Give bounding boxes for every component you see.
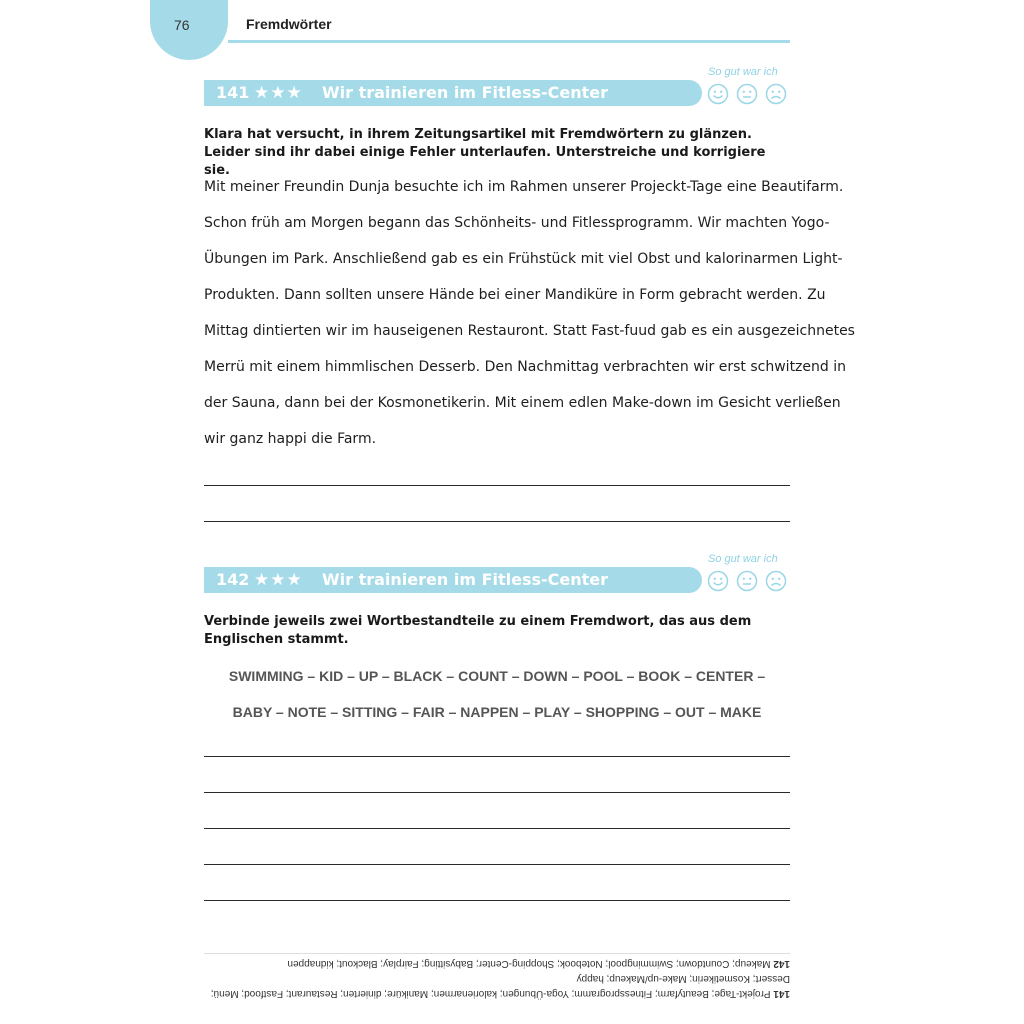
self-rating-142: [707, 570, 787, 592]
answer-writing-line[interactable]: [204, 792, 790, 793]
task-142-header: [204, 567, 702, 593]
answer-writing-line[interactable]: [204, 485, 790, 486]
answer-text: Makeup; Countdown; Swimmingpool; Notebook; Shopping-Center; Babysitting; Fairplay; Blackout; kidnappen: [287, 958, 771, 969]
answer-number: 141: [773, 988, 790, 999]
answer-writing-line[interactable]: [204, 900, 790, 901]
word-parts-row: SWIMMING – KID – UP – BLACK – COUNT – DOWN – POOL – BOOK – CENTER –: [228, 668, 766, 684]
rating-label-142: So gut war ich: [708, 553, 778, 565]
header-rule: [228, 40, 790, 43]
task-141-instruction: Klara hat versucht, in ihrem Zeitungsartikel mit Fremdwörtern zu glänzen. Leider sind ihr dabei einige Fehler unterlaufen. Unterstreiche und korrigiere sie.: [204, 127, 766, 178]
task-142-instruction: Verbinde jeweils zwei Wortbestandteile zu einem Fremdwort, das aus dem Englischen stammt.: [204, 614, 752, 647]
neutral-smiley-icon[interactable]: [736, 83, 758, 105]
answers-divider: [204, 953, 790, 954]
word-parts-row: BABY – NOTE – SITTING – FAIR – NAPPEN – PLAY – SHOPPING – OUT – MAKE: [232, 704, 762, 720]
text-line: Mittag dintierten wir im hauseigenen Restauront. Statt Fast-fuud gab es ein ausgezeichnetes: [204, 323, 855, 339]
difficulty-stars: ★★★: [254, 83, 303, 103]
task-number: 141: [216, 83, 250, 102]
text-line: wir ganz happi die Farm.: [204, 431, 377, 447]
happy-smiley-icon[interactable]: [707, 83, 729, 105]
page-number: 76: [174, 17, 190, 33]
happy-smiley-icon[interactable]: [707, 570, 729, 592]
answer-141: [204, 971, 790, 1001]
answer-writing-line[interactable]: [204, 864, 790, 865]
text-line: Schon früh am Morgen begann das Schönheits- und Fitlessprogramm. Wir machten Yogo-: [204, 215, 830, 231]
answer-writing-line[interactable]: [204, 521, 790, 522]
text-line: der Sauna, dann bei der Kosmonetikerin. Mit einem edlen Make-down im Gesicht verließen: [204, 395, 841, 411]
difficulty-stars: ★★★: [254, 570, 303, 590]
self-rating-141: [707, 83, 787, 105]
task-title: Wir trainieren im Fitless-Center: [322, 83, 609, 102]
answer-writing-line[interactable]: [204, 828, 790, 829]
text-line: Mit meiner Freundin Dunja besuchte ich im Rahmen unserer Projeckt-Tage eine Beautifarm.: [204, 179, 844, 195]
task-title: Wir trainieren im Fitless-Center: [322, 570, 609, 589]
answer-text: Projekt-Tage; Beautyfarm; Fitnessprogramm; Yoga-Übungen; kalorienarmen; Maniküre; dinierten; Restaurant; Fastfood; Menü; Dessert; Kosmetikerin; Make-up/Makeup; happy: [210, 973, 790, 999]
neutral-smiley-icon[interactable]: [736, 570, 758, 592]
answer-key: [204, 956, 790, 1001]
answer-number: 142: [773, 958, 790, 969]
task-141-header: [204, 80, 702, 106]
rating-label-141: So gut war ich: [708, 66, 778, 78]
text-line: Übungen im Park. Anschließend gab es ein Frühstück mit viel Obst und kalorinarmen Light-: [204, 251, 843, 267]
text-line: Merrü mit einem himmlischen Desserb. Den Nachmittag verbrachten wir erst schwitzend in: [204, 359, 846, 375]
running-title: Fremdwörter: [246, 16, 332, 32]
answer-writing-line[interactable]: [204, 756, 790, 757]
sad-smiley-icon[interactable]: [765, 83, 787, 105]
text-line: Produkten. Dann sollten unsere Hände bei einer Mandiküre in Form gebracht werden. Zu: [204, 287, 826, 303]
answer-142: [204, 956, 790, 971]
task-number: 142: [216, 570, 250, 589]
sad-smiley-icon[interactable]: [765, 570, 787, 592]
